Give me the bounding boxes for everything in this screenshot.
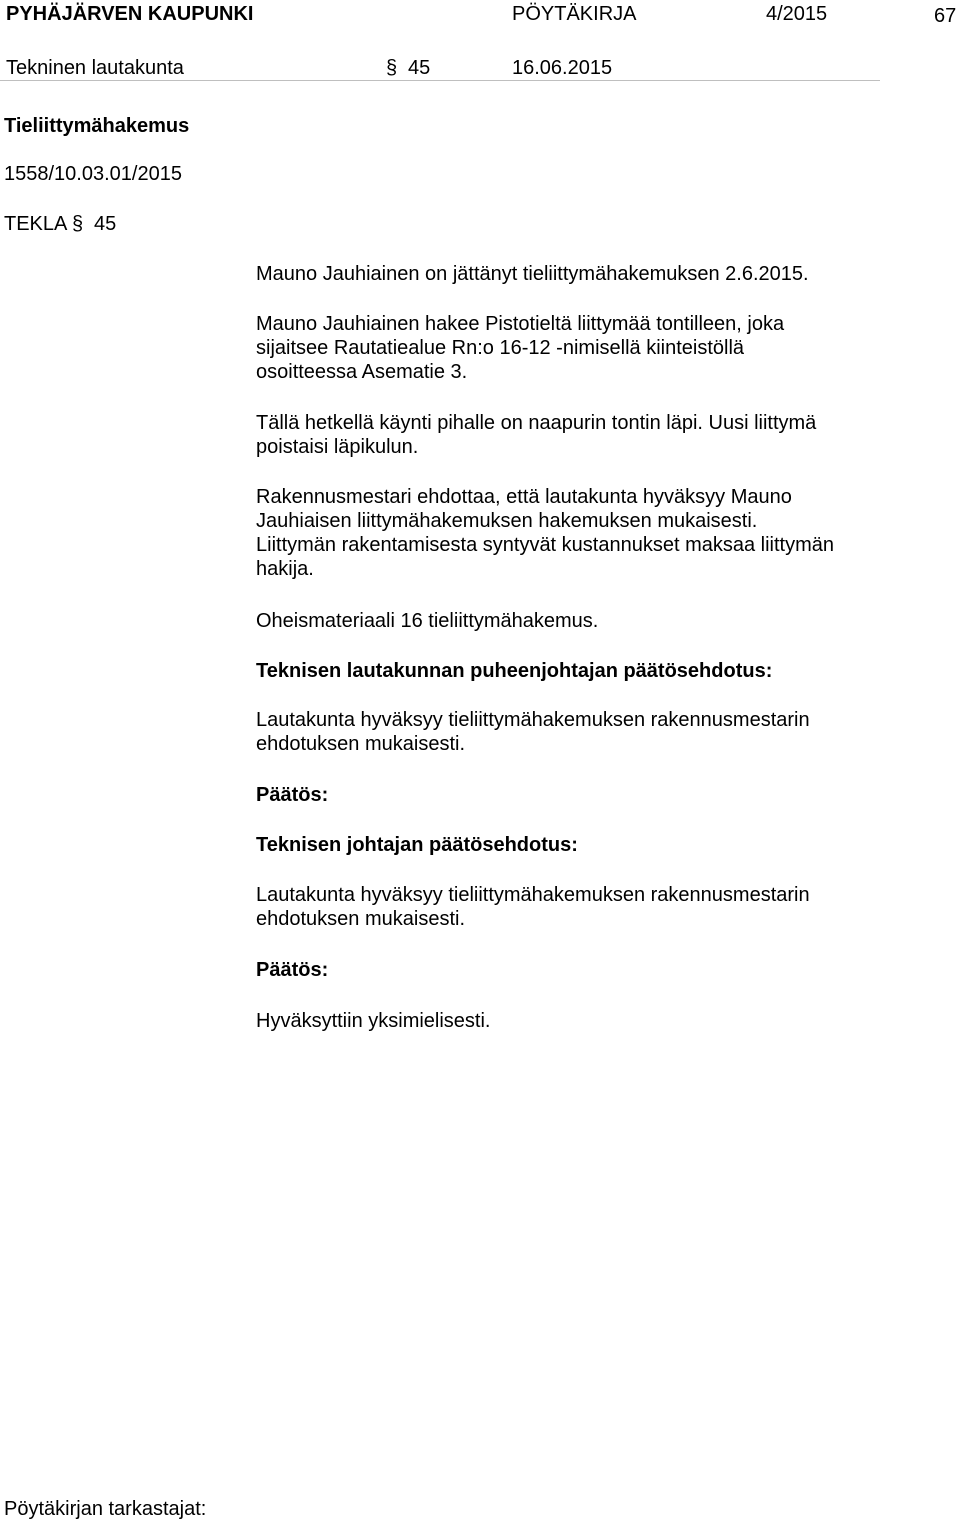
decision-heading-2: Päätös: xyxy=(256,959,329,981)
text-line: Mauno Jauhiainen hakee Pistotieltä liittymää tontilleen, joka xyxy=(256,313,785,335)
text-line: poistaisi läpikulun. xyxy=(256,436,419,458)
text-line: ehdotuksen mukaisesti. xyxy=(256,733,466,755)
section-mark: § xyxy=(386,57,398,79)
text-line: Tällä hetkellä käynti pihalle on naapurin tontin läpi. Uusi liittymä xyxy=(256,412,817,434)
text-line: Liittymän rakentamisesta syntyvät kustannukset maksaa liittymän xyxy=(256,534,835,556)
record-id: 1558/10.03.01/2015 xyxy=(4,163,182,185)
text-line: osoitteessa Asematie 3. xyxy=(256,361,468,383)
document-number: 4/2015 xyxy=(766,3,828,25)
organization-name: PYHÄJÄRVEN KAUPUNKI xyxy=(6,3,254,25)
decision-text: Hyväksyttiin yksimielisesti. xyxy=(256,1010,491,1032)
section-number: 45 xyxy=(408,57,431,79)
reference-section-number: 45 xyxy=(94,213,117,235)
paragraph-application xyxy=(256,262,896,384)
director-proposal-text xyxy=(256,883,896,931)
committee-name: Tekninen lautakunta xyxy=(6,57,184,79)
text-line: Lautakunta hyväksyy tieliittymähakemuksen rakennusmestarin xyxy=(256,709,810,731)
text-line: Rakennusmestari ehdottaa, että lautakunta hyväksyy Mauno xyxy=(256,486,792,508)
paragraph-current-access xyxy=(256,411,896,459)
attachment-note: Oheismateriaali 16 tieliittymähakemus. xyxy=(256,610,599,632)
text-line: Jauhiaisen liittymähakemuksen hakemuksen mukaisesti. xyxy=(256,510,758,532)
chair-proposal-heading: Teknisen lautakunnan puheenjohtajan päätösehdotus: xyxy=(256,660,773,682)
decision-heading-1: Päätös: xyxy=(256,784,329,806)
text-line: hakija. xyxy=(256,558,314,580)
page-number: 67 xyxy=(934,5,957,27)
text-line: ehdotuksen mukaisesti. xyxy=(256,908,466,930)
reference-label: TEKLA xyxy=(4,213,68,235)
text-line: Mauno Jauhiainen on jättänyt tieliittymähakemuksen 2.6.2015. xyxy=(256,263,809,285)
paragraph-proposal xyxy=(256,485,896,581)
chair-proposal-text xyxy=(256,708,896,756)
item-title: Tieliittymähakemus xyxy=(4,115,190,137)
text-line: Lautakunta hyväksyy tieliittymähakemuksen rakennusmestarin xyxy=(256,884,810,906)
meeting-date: 16.06.2015 xyxy=(512,57,613,79)
reference-section-mark: § xyxy=(72,213,84,235)
director-proposal-heading: Teknisen johtajan päätösehdotus: xyxy=(256,834,578,856)
reviewers-label: Pöytäkirjan tarkastajat: xyxy=(4,1498,207,1520)
text-line: sijaitsee Rautatiealue Rn:o 16-12 -nimisellä kiinteistöllä xyxy=(256,337,745,359)
document-type: PÖYTÄKIRJA xyxy=(512,3,637,25)
header-divider xyxy=(0,80,880,81)
